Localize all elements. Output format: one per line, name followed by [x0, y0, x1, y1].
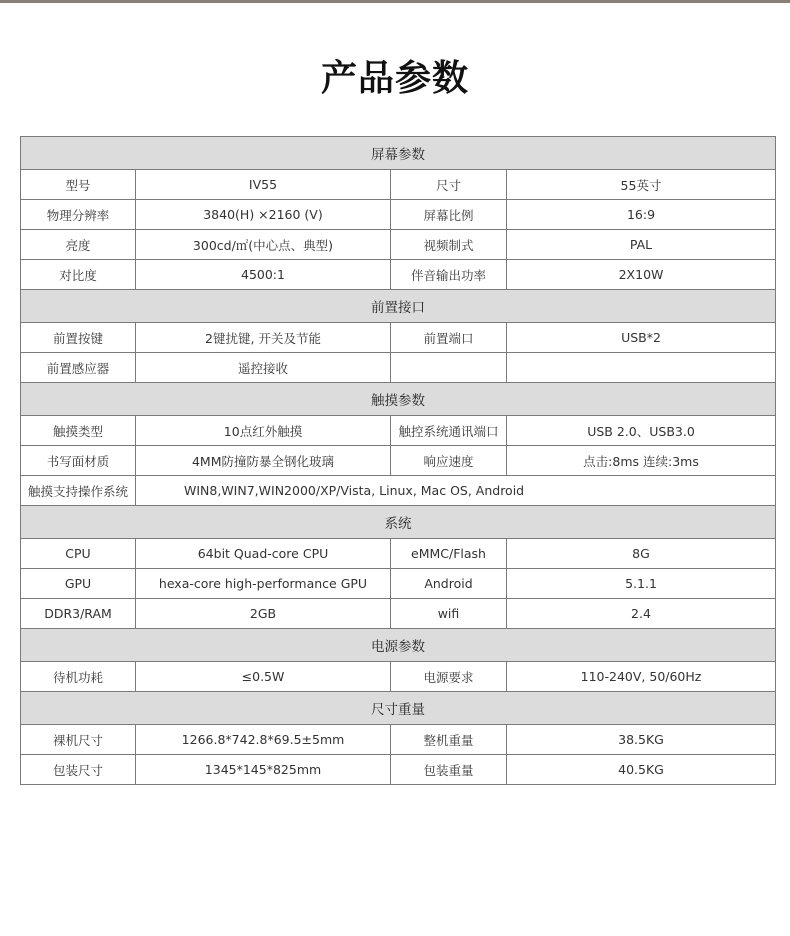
- spec-label: 视频制式: [391, 230, 507, 260]
- table-row: [21, 260, 776, 290]
- spec-table: [20, 136, 776, 785]
- table-row: [21, 446, 776, 476]
- spec-label: GPU: [21, 569, 136, 599]
- spec-label: Android: [391, 569, 507, 599]
- section-header-row: [21, 137, 776, 170]
- section-header-row: [21, 506, 776, 539]
- spec-value: 1266.8*742.8*69.5±5mm: [136, 725, 391, 755]
- spec-value: IV55: [136, 170, 391, 200]
- spec-value: 64bit Quad-core CPU: [136, 539, 391, 569]
- spec-label: 触控系统通讯端口: [391, 416, 507, 446]
- section-header-row: [21, 692, 776, 725]
- spec-value: 4MM防撞防暴全钢化玻璃: [136, 446, 391, 476]
- spec-value: 3840(H) ×2160 (V): [136, 200, 391, 230]
- spec-value: ≤0.5W: [136, 662, 391, 692]
- spec-value: 遥控接收: [136, 353, 391, 383]
- spec-value: 8G: [507, 539, 776, 569]
- table-row: [21, 353, 776, 383]
- spec-label: 前置感应器: [21, 353, 136, 383]
- spec-label: 对比度: [21, 260, 136, 290]
- spec-label: 伴音输出功率: [391, 260, 507, 290]
- spec-value: 40.5KG: [507, 755, 776, 785]
- section-title-size-weight: 尺寸重量: [21, 692, 776, 725]
- spec-label: 前置按键: [21, 323, 136, 353]
- top-decorative-strip: [0, 0, 790, 3]
- spec-value: 4500:1: [136, 260, 391, 290]
- spec-label: 整机重量: [391, 725, 507, 755]
- spec-label: 触摸支持操作系统: [21, 476, 136, 506]
- spec-value: 38.5KG: [507, 725, 776, 755]
- spec-value: [507, 353, 776, 383]
- spec-value: 2X10W: [507, 260, 776, 290]
- spec-value: 1345*145*825mm: [136, 755, 391, 785]
- table-row: [21, 476, 776, 506]
- spec-value: 55英寸: [507, 170, 776, 200]
- spec-label: 前置端口: [391, 323, 507, 353]
- spec-label: wifi: [391, 599, 507, 629]
- table-row: [21, 662, 776, 692]
- spec-label: 待机功耗: [21, 662, 136, 692]
- table-row: [21, 200, 776, 230]
- spec-label: 包装尺寸: [21, 755, 136, 785]
- table-row: [21, 230, 776, 260]
- section-header-row: [21, 383, 776, 416]
- spec-label: 尺寸: [391, 170, 507, 200]
- section-title-screen: 屏幕参数: [21, 137, 776, 170]
- spec-value: 2GB: [136, 599, 391, 629]
- page-title: 产品参数: [320, 58, 469, 99]
- spec-label: [391, 353, 507, 383]
- spec-value: 300cd/㎡(中心点、典型): [136, 230, 391, 260]
- spec-value: PAL: [507, 230, 776, 260]
- table-row: [21, 323, 776, 353]
- spec-label: 书写面材质: [21, 446, 136, 476]
- section-title-power: 电源参数: [21, 629, 776, 662]
- spec-value: USB*2: [507, 323, 776, 353]
- spec-label: CPU: [21, 539, 136, 569]
- section-title-system: 系统: [21, 506, 776, 539]
- spec-value: WIN8,WIN7,WIN2000/XP/Vista, Linux, Mac OS, Android: [136, 476, 776, 506]
- spec-value: 5.1.1: [507, 569, 776, 599]
- spec-label: 触摸类型: [21, 416, 136, 446]
- table-row: [21, 599, 776, 629]
- spec-value: 2键扰键, 开关及节能: [136, 323, 391, 353]
- spec-label: 裸机尺寸: [21, 725, 136, 755]
- table-row: [21, 569, 776, 599]
- spec-label: 响应速度: [391, 446, 507, 476]
- table-row: [21, 755, 776, 785]
- spec-value: 点击:8ms 连续:3ms: [507, 446, 776, 476]
- spec-label: DDR3/RAM: [21, 599, 136, 629]
- spec-value: 16:9: [507, 200, 776, 230]
- spec-label: 电源要求: [391, 662, 507, 692]
- spec-value: 110-240V, 50/60Hz: [507, 662, 776, 692]
- table-row: [21, 539, 776, 569]
- section-header-row: [21, 290, 776, 323]
- spec-label: 屏幕比例: [391, 200, 507, 230]
- spec-label: 物理分辨率: [21, 200, 136, 230]
- section-header-row: [21, 629, 776, 662]
- spec-value: USB 2.0、USB3.0: [507, 416, 776, 446]
- spec-label: eMMC/Flash: [391, 539, 507, 569]
- section-title-touch: 触摸参数: [21, 383, 776, 416]
- table-row: [21, 170, 776, 200]
- spec-value: 10点红外触摸: [136, 416, 391, 446]
- table-row: [21, 725, 776, 755]
- spec-label: 型号: [21, 170, 136, 200]
- spec-label: 包装重量: [391, 755, 507, 785]
- spec-label: 亮度: [21, 230, 136, 260]
- section-title-front-ports: 前置接口: [21, 290, 776, 323]
- spec-value: hexa-core high-performance GPU: [136, 569, 391, 599]
- table-row: [21, 416, 776, 446]
- spec-value: 2.4: [507, 599, 776, 629]
